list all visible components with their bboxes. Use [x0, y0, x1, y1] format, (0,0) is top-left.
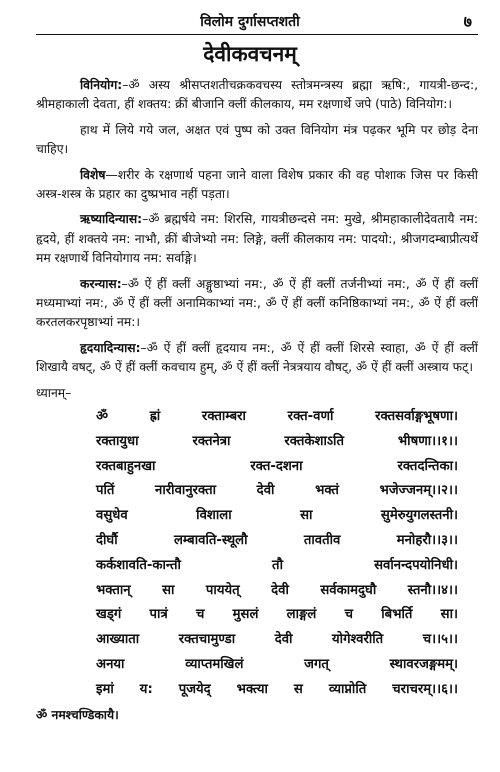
rishyadi-paragraph — [36, 210, 478, 268]
running-header-title: विलोम दुर्गासप्तशती — [200, 14, 300, 30]
dhyanam-label: ध्यानम्– — [36, 385, 72, 400]
instruction-paragraph: हाथ में लिये गये जल, अक्षत एवं पुष्प को उक्त विनियोग मंत्र पढ़कर भूमि पर छोड़ देना चाहिए। — [36, 122, 478, 157]
viniyoga-paragraph — [36, 76, 478, 115]
verse-line: अनया व्याप्तमखिलं जगत् स्थावरजङ्गमम्। — [96, 657, 458, 673]
verse-block — [36, 405, 478, 703]
verse-line: रक्तायुधा रक्तनेत्रा रक्तकेशाऽति भीषणा।।१।। — [96, 433, 458, 449]
verse-line: दीर्घौ लम्बावति-स्थूलौ तावतीव मनोहरौ।।३।। — [96, 533, 458, 549]
running-header — [0, 10, 500, 32]
vishesh-label: विशेष — [80, 167, 106, 182]
hridayadi-text: –ॐ ऐं हीं क्लीं हृदयाय नम:, ॐ ऐं हीं क्लीं शिरसे स्वाहा, ॐ ऐं हीं क्लीं शिखायै वषट्, ॐ ऐं हीं क्लीं कवचाय हुम्, ॐ ऐं हीं क्लीं नेत्रत्रयाय वौषट्, ॐ ऐं हीं क्लीं अस्त्राय फट्। — [36, 340, 478, 375]
page-number: ७ — [463, 12, 472, 31]
verse-line: खड्गं पात्रं च मुसलं लाङ्गलं च बिभर्ति सा। — [96, 607, 458, 623]
karanyasa-label: करन्यास: — [80, 276, 122, 291]
hridayadi-paragraph — [36, 339, 478, 378]
verse-line: वसुधेव विशाला सा सुमेरुयुगलस्तनी। — [96, 508, 458, 524]
verse-line: कर्कशावति-कान्तौ तौ सर्वानन्दपयोनिधी। — [96, 557, 458, 573]
hridayadi-label: हृदयादिन्यास: — [80, 340, 141, 355]
verse-line: इमां य: पूजयेद् भक्त्या स व्याप्नोति चराचरम्।।६।। — [96, 681, 458, 697]
vishesh-text: —शरीर के रक्षणार्थ पहना जाने वाला विशेष प्रकार की वह पोशाक जिस पर किसी अस्त्र-शस्त्र के प्रहार का दुष्प्रभाव नहीं पड़ता। — [36, 167, 478, 202]
rishyadi-text: –ॐ ब्रह्मर्षये नम: शिरसि, गायत्रीछन्दसे नम: मुखे, श्रीमहाकालीदेवतायै नम: हृदये, हीं शक्तये नम: नाभौ, क्रीं बीजेभ्यो नम: लिङ्गे, क्लीं कीलकाय नम: पादयो:, श्रीजगदम्बाप्रीत्यर्थे मम रक्षणार्थे विनियोगाय नम: सर्वाङ्गे। — [36, 212, 478, 266]
vishesh-paragraph — [36, 166, 478, 205]
header-rule — [36, 34, 478, 35]
viniyoga-label: विनियोग: — [80, 78, 123, 92]
verse-line: भक्तान् सा पाययेत् देवी सर्वकामदुघौ स्तनौ।।४।। — [96, 582, 458, 598]
closing-mantra: ॐ नमश्चण्डिकायै। — [36, 707, 119, 722]
verse-line: रक्तबाहुनखा रक्त-दशना रक्तदन्तिका। — [96, 458, 458, 474]
karanyasa-text: –ॐ ऐं हीं क्लीं अङ्गुष्ठाभ्यां नम:, ॐ ऐं हीं क्लीं तर्जनीभ्यां नम:, ॐ ऐं हीं क्लीं मध्यमाभ्यां नम:, ॐ ऐं हीं क्लीं अनामिकाभ्यां नम:, ॐ ऐं हीं क्लीं कनिष्ठिकाभ्यां नम:, ॐ ऐं हीं क्लीं करतलकरपृष्ठाभ्यां नम:। — [36, 276, 478, 330]
rishyadi-label: ऋष्यादिन्यास: — [80, 212, 143, 227]
viniyoga-text: –ॐ अस्य श्रीसप्तशतीचक्रकवचस्य स्तोत्रमन्त्रस्य ब्रह्मा ऋषि:, गायत्री-छन्द:, श्रीमहाकाली देवता, हीं शक्तय: क्रीं बीजानि क्लीं कीलकाय, मम रक्षणार्थे जपे (पाठे) विनियोग:। — [36, 78, 478, 112]
karanyasa-paragraph — [36, 275, 478, 333]
page-body — [36, 76, 478, 725]
page-title: देवीकवचनम् — [203, 42, 297, 66]
verse-line: पतिं नारीवानुरक्ता देवी भक्तं भजेज्जनम्।।२।। — [96, 483, 458, 499]
verse-line: आख्याता रक्तचामुण्डा देवी योगेश्वरीति च।।५।। — [96, 632, 458, 648]
verse-line: ॐ ह्रां रक्ताम्बरा रक्त-वर्णा रक्तसर्वाङ्गभूषणा। — [96, 409, 458, 425]
